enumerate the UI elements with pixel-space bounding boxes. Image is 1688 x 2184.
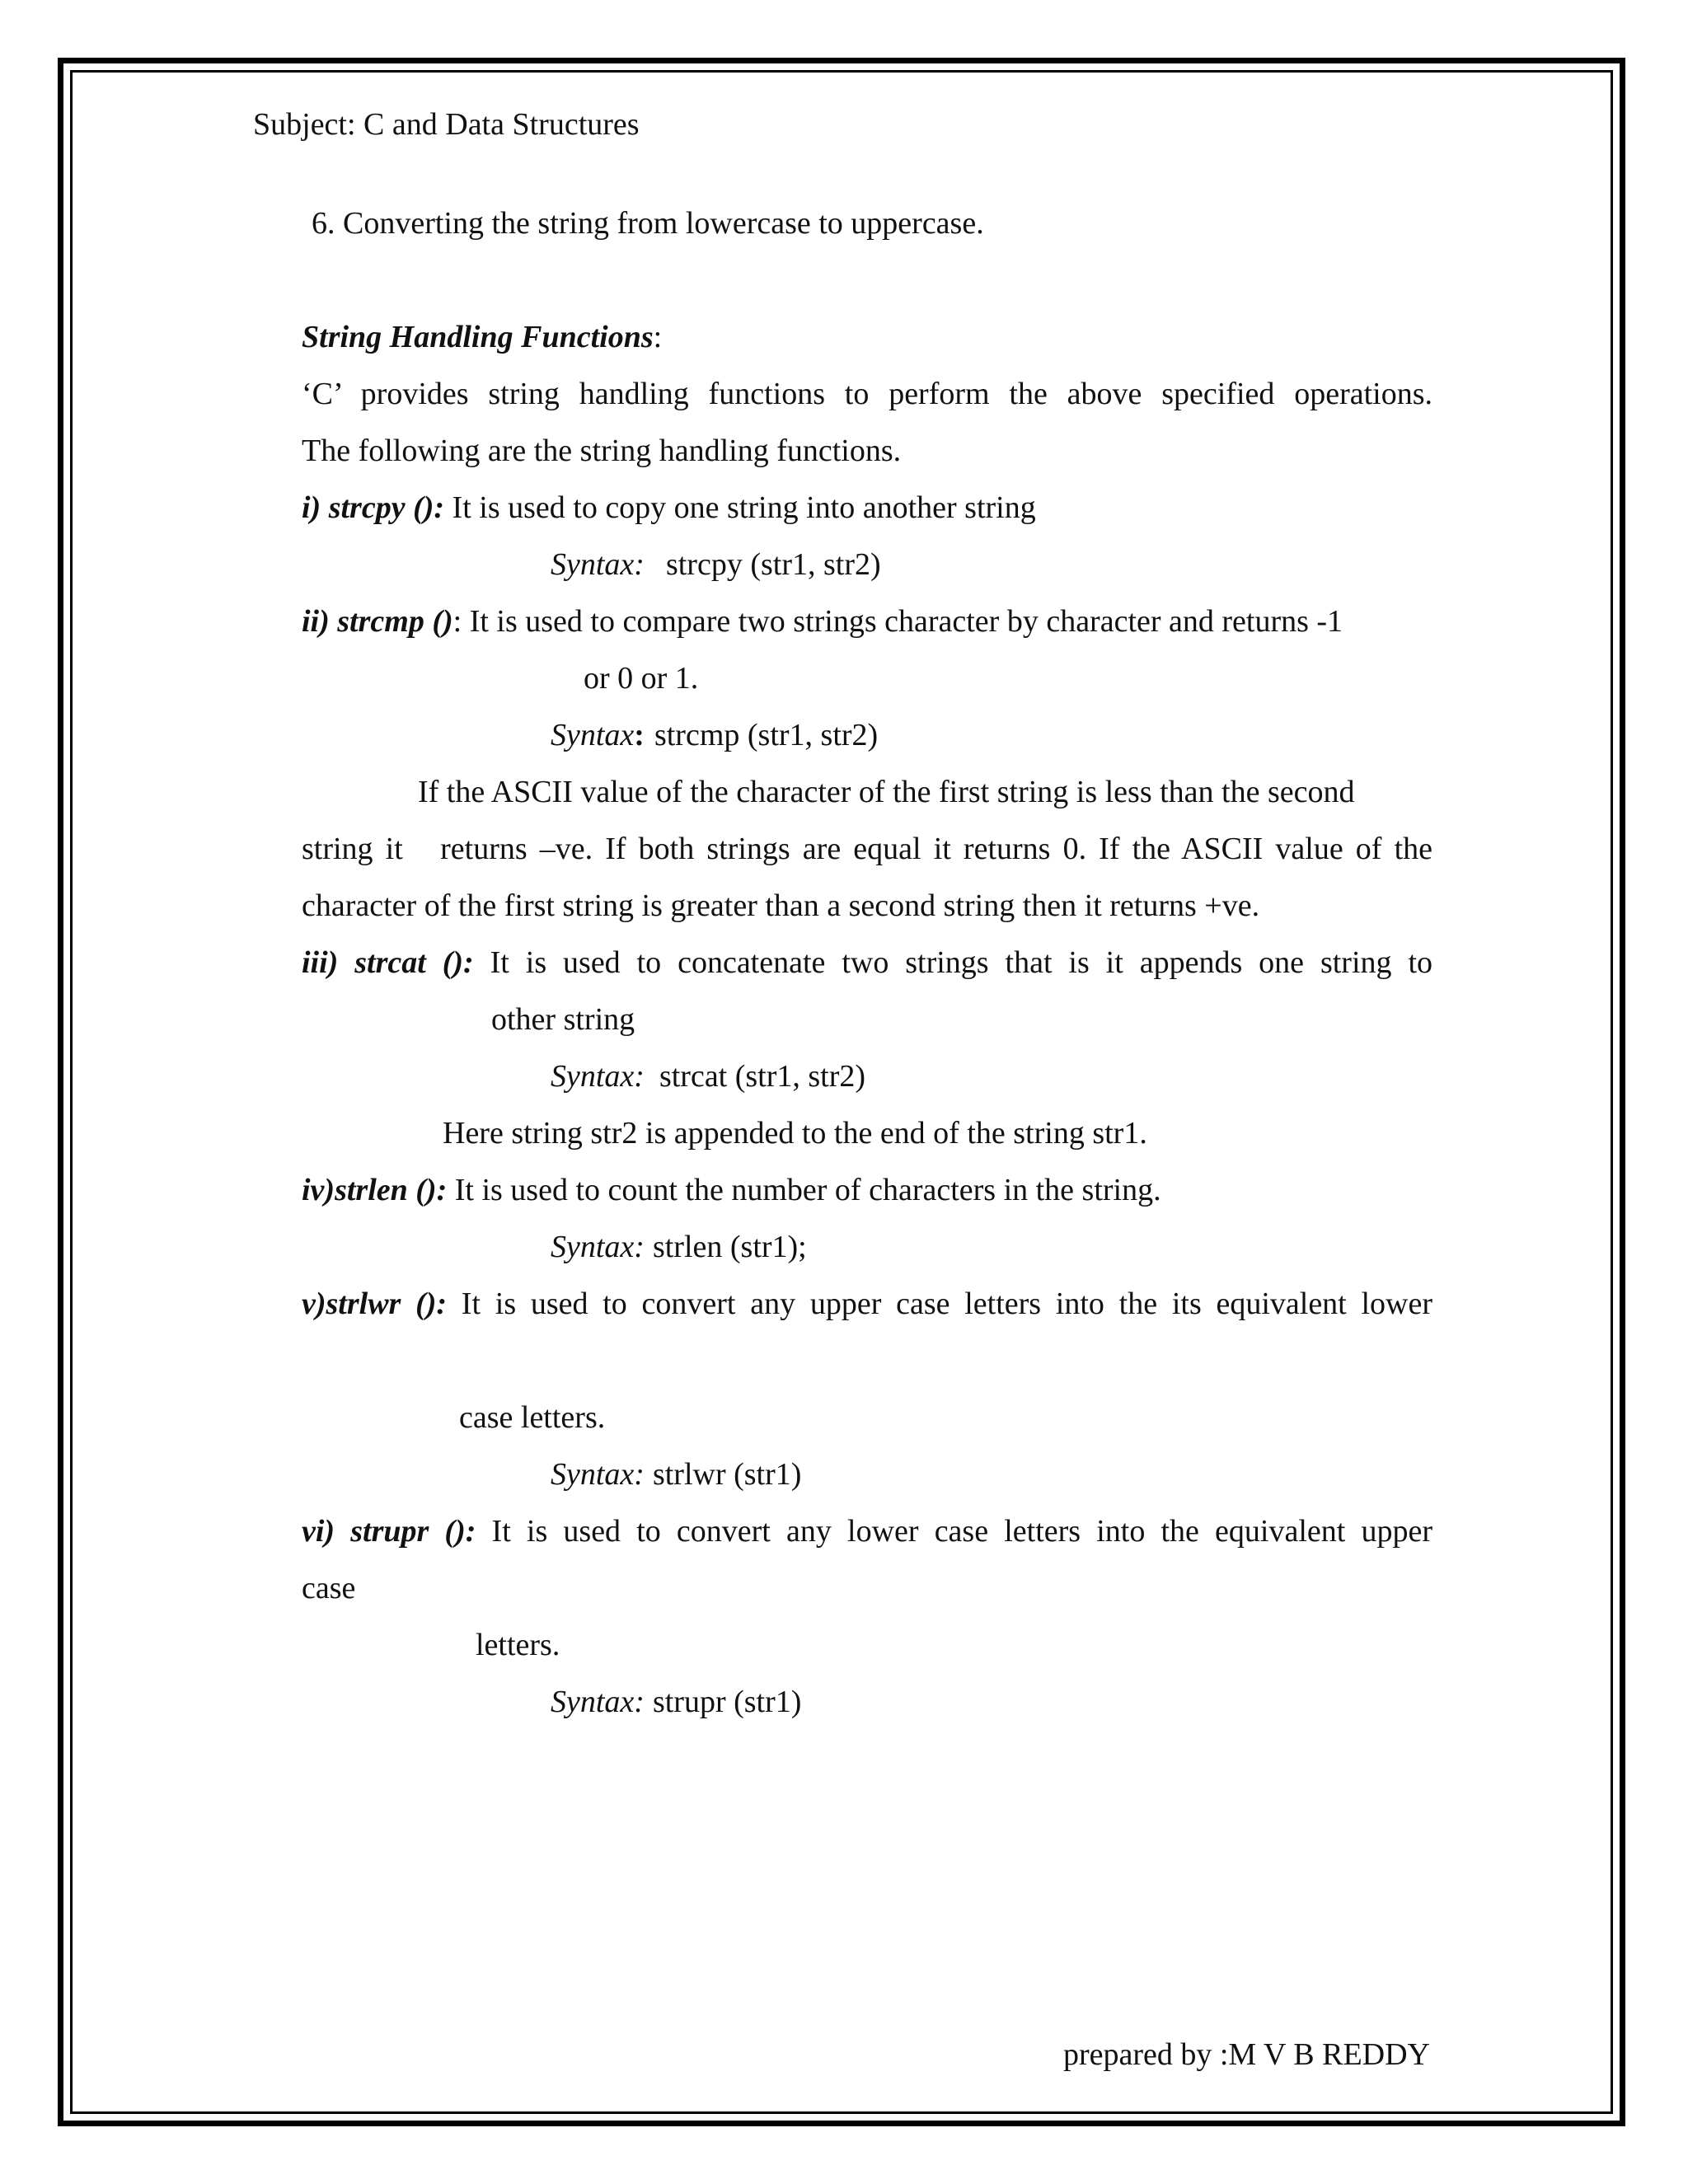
strcat-syntax-code: strcat (str1, str2) (659, 1059, 866, 1094)
strlen-name: iv)strlen (): (302, 1173, 448, 1207)
strlen-syntax (551, 1228, 807, 1266)
strlwr-desc-continued: case letters. (459, 1400, 606, 1435)
subject-header: Subject: C and Data Structures (253, 107, 640, 142)
strcmp-syntax-code: strcmp (str1, str2) (654, 718, 879, 752)
strcpy-syntax-label: Syntax: (551, 547, 645, 582)
strupr-syntax-code: strupr (str1) (652, 1685, 802, 1719)
strupr-desc-continued-2: letters. (476, 1628, 560, 1662)
strcmp-syntax-colon: : (634, 718, 645, 752)
strcpy-syntax (551, 546, 881, 583)
strlwr-name: v)strlwr (): (302, 1286, 448, 1321)
strcmp-note-line-1: If the ASCII value of the character of the first string is less than the second (418, 775, 1355, 809)
strlen-syntax-code: strlen (str1); (652, 1230, 807, 1264)
strcpy-syntax-code: strcpy (str1, str2) (665, 547, 881, 582)
strlen-desc: It is used to count the number of characters in the string. (447, 1173, 1161, 1207)
strcat-syntax (551, 1057, 865, 1095)
strlen-syntax-label: Syntax: (551, 1230, 645, 1264)
strcat-syntax-label: Syntax: (551, 1059, 645, 1094)
strupr-entry (302, 1512, 1432, 1550)
section-heading (302, 318, 662, 356)
strlwr-syntax-code: strlwr (str1) (652, 1457, 802, 1492)
strcmp-desc-continued: or 0 or 1. (584, 661, 699, 696)
strcpy-name: i) strcpy (): (302, 490, 445, 525)
strcat-name: iii) strcat (): (302, 945, 474, 980)
strcmp-note-line-3: character of the first string is greater than a second string then it returns +ve. (302, 888, 1260, 923)
strcmp-desc: : It is used to compare two strings character by character and returns -1 (452, 604, 1343, 639)
strlwr-entry (302, 1285, 1432, 1323)
section-title: String Handling Functions (302, 320, 654, 354)
strupr-desc-continued-1: case (302, 1571, 356, 1605)
intro-item-6: 6. Converting the string from lowercase to uppercase. (312, 206, 984, 241)
strupr-name: vi) strupr (): (302, 1514, 476, 1549)
strlwr-desc: It is used to convert any upper case letters into the its equivalent lower (447, 1286, 1433, 1321)
strcmp-syntax (551, 716, 878, 754)
strlwr-syntax-label: Syntax: (551, 1457, 645, 1492)
strcat-desc: It is used to concatenate two strings that is it appends one string to (473, 945, 1432, 980)
strupr-desc: It is used to convert any lower case letters into the equivalent upper (476, 1514, 1432, 1549)
strcat-desc-continued: other string (491, 1002, 635, 1037)
strlwr-syntax (551, 1455, 801, 1493)
prepared-by-footer: prepared by :M V B REDDY (1062, 2037, 1430, 2072)
strupr-syntax-label: Syntax: (551, 1685, 645, 1719)
section-paragraph-line-2: The following are the string handling functions. (302, 434, 902, 468)
strcpy-entry (302, 489, 1036, 527)
section-title-colon: : (653, 320, 663, 354)
strcat-note: Here string str2 is appended to the end of the string str1. (443, 1116, 1147, 1151)
strlen-entry (302, 1171, 1161, 1209)
strupr-syntax (551, 1683, 801, 1721)
strcmp-name: ii) strcmp () (302, 604, 453, 639)
strcat-entry (302, 944, 1432, 982)
strcmp-syntax-label: Syntax (551, 718, 635, 752)
strcmp-note-line-2: string it returns –ve. If both strings are equal it returns 0. If the ASCII value of the (302, 832, 1432, 866)
strcmp-entry (302, 602, 1343, 640)
strcpy-desc: It is used to copy one string into another string (444, 490, 1036, 525)
section-paragraph-line-1: ‘C’ provides string handling functions to perform the above specified operations. (302, 377, 1432, 411)
